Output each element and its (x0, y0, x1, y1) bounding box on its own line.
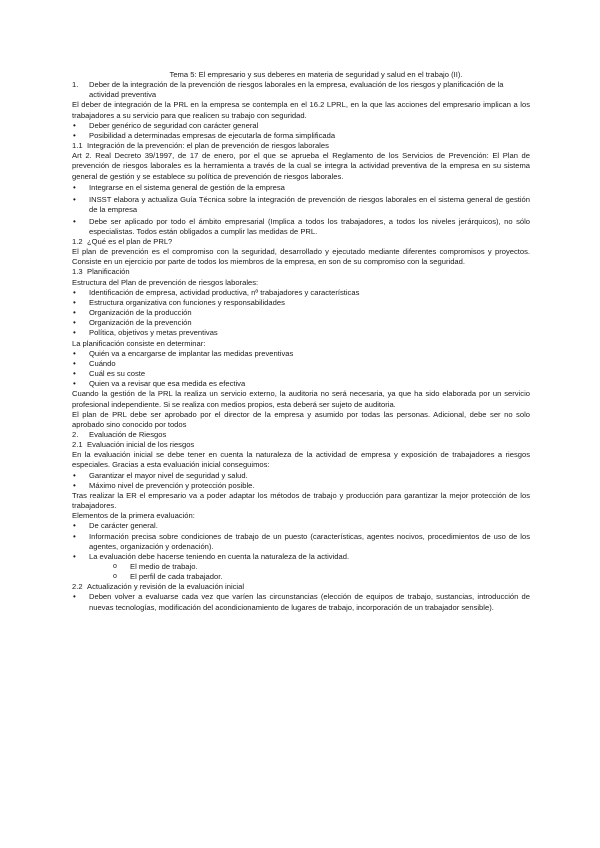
sub-list-item: o El perfil de cada trabajador. (113, 572, 223, 582)
subsection-number: 2.1 (72, 440, 83, 450)
bullet-icon: • (73, 348, 76, 358)
subsection-number: 1.2 (72, 237, 83, 246)
bullet-icon: • (73, 369, 76, 379)
subsection-heading: 1.3 Planificación (72, 267, 130, 277)
section-number: 2. (72, 429, 79, 439)
list-item: • Quien va a revisar que esa medida es efectiva (73, 379, 246, 389)
list-item: • INSST elabora y actualiza Guía Técnica sobre la integración de prevención de riesgos laborales en el sistema general de gestión de la empresa (73, 194, 530, 215)
list-item: • Deben volver a evaluarse cada vez que varíen las circunstancias (elección de equipos de trabajo, sustancias, introducción de nuevas tecnologías, modificación del acondicionamiento de lugares de trabajo, incorporación de un trabajador sensible). (73, 592, 530, 612)
document-body (72, 70, 530, 613)
list-item: • Debe ser aplicado por todo el ámbito empresarial (Implica a todos los trabajadores, a todos los niveles jerárquicos), no sólo especialistas. Todos están obligados a cumplir las medidas de PRL. (73, 216, 530, 236)
bullet-icon: • (73, 297, 76, 307)
subsection-heading: 2.2 Actualización y revisión de la evaluación inicial (72, 582, 245, 592)
bullet-list (72, 288, 530, 339)
bullet-icon: • (73, 287, 76, 297)
list-item: • Estructura organizativa con funciones y responsabilidades (73, 297, 285, 307)
bullet-icon: • (73, 194, 76, 204)
subsection-heading: 2.1 Evaluación inicial de los riesgos (72, 440, 195, 450)
document-title: Tema 5: El empresario y sus deberes en materia de seguridad y salud en el trabajo (II). (169, 70, 463, 79)
paragraph: Estructura del Plan de prevención de riesgos laborales: (72, 277, 259, 287)
bullet-icon: • (73, 358, 76, 368)
bullet-icon: • (73, 470, 76, 480)
bullet-list (72, 592, 530, 612)
section-heading-text: Deber de la integración de la prevención de riesgos laborales en la empresa, evaluación de los riesgos y planificación de la actividad preventiva (89, 80, 504, 100)
list-item: • Política, objetivos y metas preventivas (73, 328, 218, 338)
sub-list-item: o El medio de trabajo. (113, 562, 198, 571)
subsection-heading: 1.1 Integración de la prevención: el plan de prevención de riesgos laborales (72, 141, 329, 151)
list-item: • Posibilidad a determinadas empresas de ejecutarla de forma simplificada (73, 130, 336, 140)
sub-bullet-icon: o (113, 573, 117, 581)
bullet-icon: • (73, 551, 76, 561)
list-item: • Organización de la producción (73, 308, 192, 318)
bullet-list (72, 521, 530, 582)
list-item: • Cuál es su coste (73, 369, 146, 379)
section-heading (72, 430, 530, 440)
section-number: 1. (72, 80, 79, 90)
section-heading-text: Evaluación de Riesgos (89, 429, 167, 439)
list-item: • De carácter general. (73, 521, 158, 531)
bullet-icon: • (73, 318, 76, 328)
paragraph: Cuando la gestión de la PRL la realiza un servicio externo, la auditoria no será necesaria, ya que ha sido elaborada por un servicio profesional independiente. Si se realiza con medios propios, esta deberá ser sujeto de auditoria. (72, 389, 530, 409)
paragraph: El deber de integración de la PRL en la empresa se contempla en el 16.2 LPRL, en la que las acciones del empresario implican a los trabajadores a su servicio para que realicen su trabajo con seguridad. (72, 100, 530, 120)
bullet-icon: • (73, 328, 76, 338)
paragraph: Elementos de la primera evaluación: (72, 511, 195, 521)
bullet-icon: • (73, 130, 76, 140)
paragraph: Art 2. Real Decreto 39/1997, de 17 de enero, por el que se aprueba el Reglamento de los Servicios de Prevención: El Plan de prevención de riesgos laborales es la herramienta a través de la cual se integra la actividad preventiva de la empresa en su sistema general de gestión y se establece su política de prevención de riesgos laborales. (72, 151, 530, 181)
list-item: • Deber genérico de seguridad con carácter general (73, 120, 259, 130)
section-heading (72, 80, 530, 100)
list-item: • Máximo nivel de prevención y protección posible. (73, 480, 255, 490)
bullet-icon: • (73, 379, 76, 389)
list-item: • Identificación de empresa, actividad productiva, nº trabajadores y características (73, 287, 360, 297)
bullet-list (72, 183, 530, 237)
bullet-list (72, 471, 530, 491)
paragraph: El plan de prevención es el compromiso con la seguridad, desarrollado y ejecutado mediante diferentes compromisos y proyectos. Consiste en un ejercicio por parte de todos los miembros de la empresa, en son de su compromiso con la seguridad. (72, 247, 530, 267)
bullet-icon: • (73, 216, 76, 226)
bullet-icon: • (73, 531, 76, 541)
paragraph: El plan de PRL debe ser aprobado por el director de la empresa y asumido por todas las personas. Adicional, debe ser no solo aprobado sino conocido por todos (72, 409, 530, 429)
bullet-list (72, 349, 530, 390)
bullet-list (72, 121, 530, 141)
paragraph: La planificación consiste en determinar: (72, 338, 206, 348)
bullet-icon: • (73, 183, 76, 193)
list-item: • Quién va a encargarse de implantar las medidas preventivas (73, 348, 294, 358)
sub-bullet-icon: o (113, 563, 117, 570)
subsection-number: 2.2 (72, 582, 83, 592)
paragraph: Tras realizar la ER el empresario va a poder adaptar los métodos de trabajo y producción para garantizar la mejor protección de los trabajadores. (72, 490, 530, 511)
bullet-icon: • (73, 480, 76, 490)
list-item: • Información precisa sobre condiciones de trabajo de un puesto (características, agentes nocivos, procedimientos de uso de los agentes, organización y ordenación). (73, 531, 530, 551)
list-item: • Organización de la prevención (73, 318, 192, 328)
list-item: • Integrarse en el sistema general de gestión de la empresa (73, 183, 285, 193)
subsection-number: 1.1 (72, 141, 83, 151)
list-item: • Garantizar el mayor nivel de seguridad y salud. (73, 470, 248, 480)
bullet-icon: • (73, 308, 76, 318)
bullet-icon: • (73, 120, 76, 130)
subsection-heading: 1.2 ¿Qué es el plan de PRL? (72, 237, 173, 246)
list-item: • Cuándo (73, 358, 116, 368)
bullet-icon: • (73, 521, 76, 531)
bullet-icon: • (73, 592, 76, 602)
subsection-number: 1.3 (72, 267, 83, 277)
list-item: • La evaluación debe hacerse teniendo en cuenta la naturaleza de la actividad. (73, 551, 350, 561)
paragraph: En la evaluación inicial se debe tener en cuenta la naturaleza de la actividad de empresa y exposición de trabajadores a riesgos especiales. Gracias a esta evaluación inicial conseguimos: (72, 450, 530, 470)
